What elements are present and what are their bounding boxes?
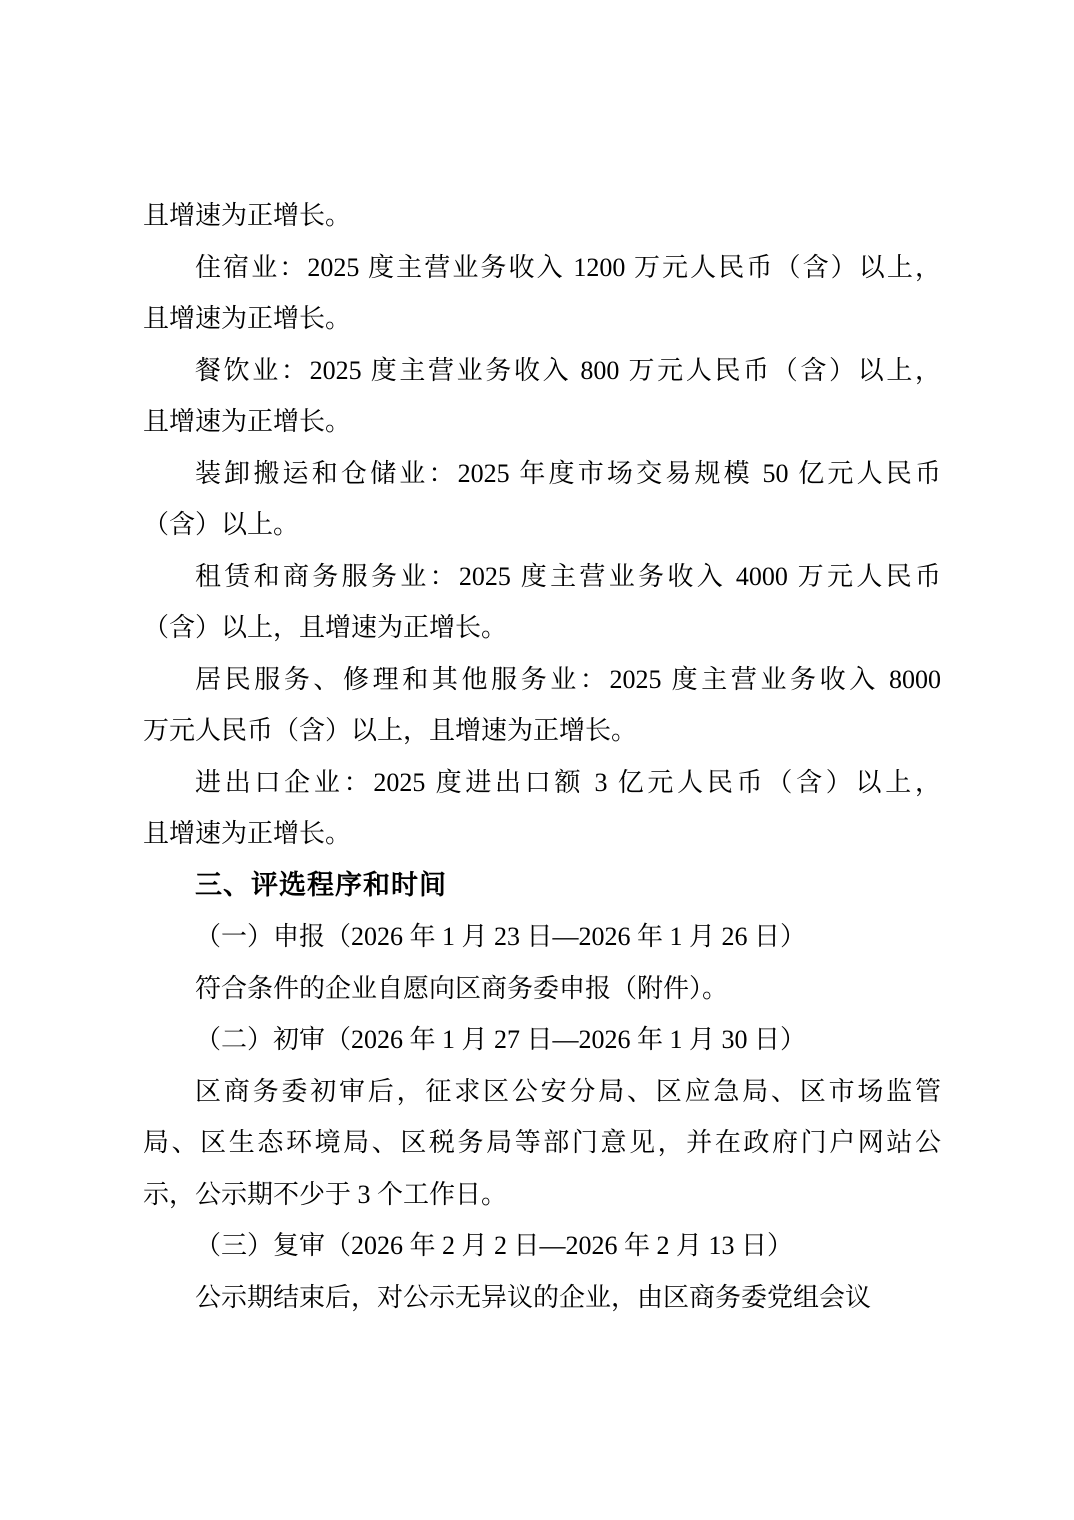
paragraph [143, 551, 941, 654]
text-line: 住宿业：2025 度主营业务收入 1200 万元人民币（含）以上， [195, 252, 941, 282]
text-line: 进出口企业：2025 度进出口额 3 亿元人民币（含）以上， [195, 767, 941, 797]
section-heading: 三、评选程序和时间 [195, 869, 447, 900]
text-line: 万元人民币（含）以上，且增速为正增长。 [143, 716, 638, 745]
subsection-heading: （二）初审（2026 年 1 月 27 日—2026 年 1 月 30 日） [195, 1025, 807, 1054]
text-line: 符合条件的企业自愿向区商务委申报（附件）。 [195, 973, 729, 1003]
text-line: 租赁和商务服务业：2025 度主营业务收入 4000 万元人民币 [195, 561, 941, 591]
paragraph [143, 1220, 941, 1272]
text-line: 且增速为正增长。 [143, 819, 352, 848]
text-line: 且增速为正增长。 [143, 201, 352, 230]
paragraph [143, 911, 941, 963]
paragraph [143, 963, 941, 1015]
paragraph [143, 190, 941, 242]
document-body [143, 190, 941, 1323]
paragraph [143, 448, 941, 551]
paragraph [143, 654, 941, 757]
text-line: 居民服务、修理和其他服务业：2025 度主营业务收入 8000 [195, 664, 941, 694]
paragraph [143, 757, 941, 860]
paragraph [143, 1014, 941, 1066]
text-line: 公示期结束后，对公示无异议的企业，由区商务委党组会议 [195, 1282, 872, 1312]
text-line: 局、区生态环境局、区税务局等部门意见，并在政府门户网站公 [143, 1128, 941, 1157]
paragraph [143, 860, 941, 912]
text-line: 示，公示期不少于 3 个工作日。 [143, 1179, 508, 1209]
text-line: 且增速为正增长。 [143, 304, 352, 333]
text-line: 且增速为正增长。 [143, 407, 352, 436]
text-line: （含）以上，且增速为正增长。 [143, 613, 508, 642]
subsection-heading: （一）申报（2026 年 1 月 23 日—2026 年 1 月 26 日） [195, 922, 807, 951]
paragraph [143, 345, 941, 448]
text-line: 餐饮业：2025 度主营业务收入 800 万元人民币（含）以上， [195, 355, 941, 385]
text-line: （含）以上。 [143, 510, 300, 539]
paragraph [143, 242, 941, 345]
subsection-heading: （三）复审（2026 年 2 月 2 日—2026 年 2 月 13 日） [195, 1231, 794, 1260]
text-line: 装卸搬运和仓储业：2025 年度市场交易规模 50 亿元人民币 [195, 458, 941, 488]
paragraph [143, 1066, 941, 1221]
text-line: 区商务委初审后，征求区公安分局、区应急局、区市场监管 [195, 1076, 941, 1106]
paragraph [143, 1272, 941, 1324]
